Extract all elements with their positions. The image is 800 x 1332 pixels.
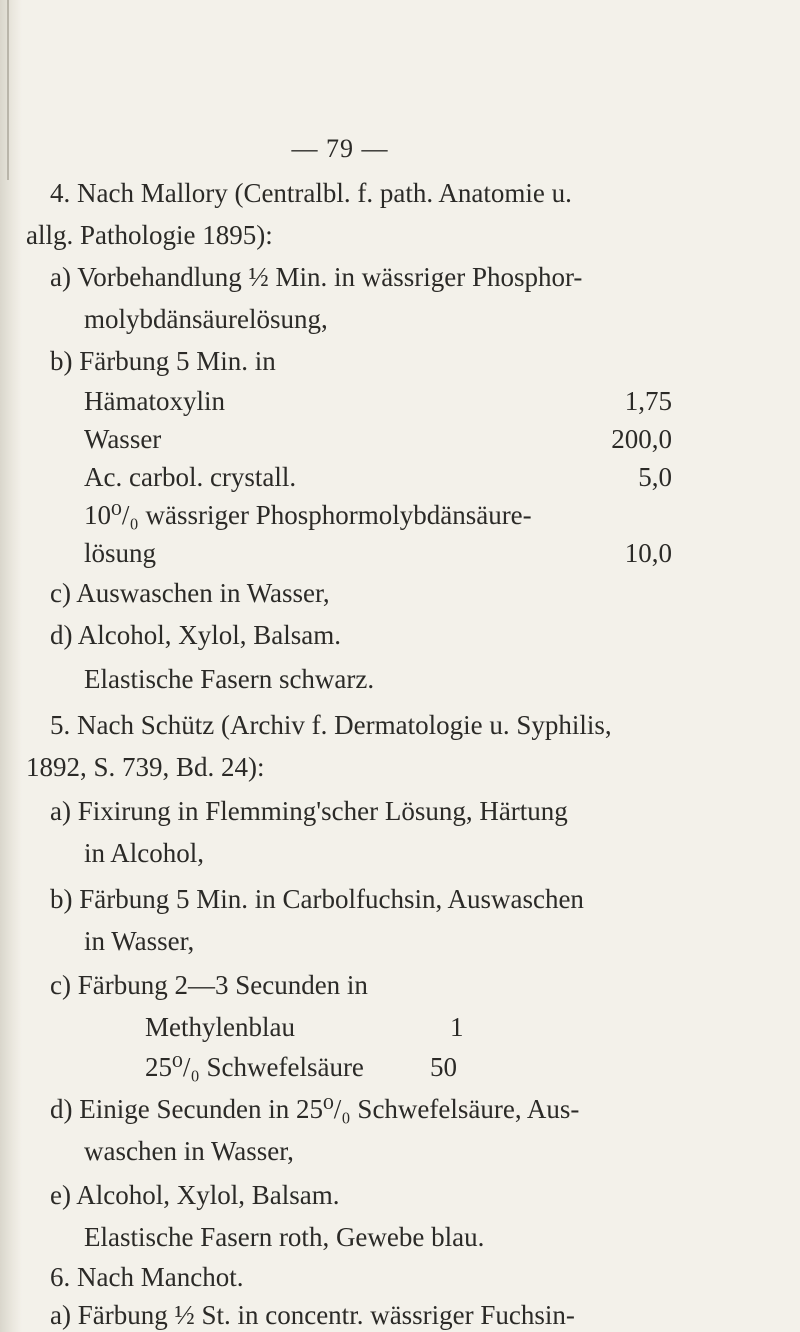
mix-item-amount: 50 (430, 1052, 457, 1082)
s5-b-line1: b) Färbung 5 Min. in Carbolfuchsin, Auswaschen (50, 884, 584, 914)
s4-c: c) Auswaschen in Wasser, (50, 578, 330, 608)
mix-item-name: Methylenblau (145, 1012, 295, 1042)
s5-a-line1: a) Fixirung in Flemming'scher Lösung, Härtung (50, 796, 568, 826)
s4-result: Elastische Fasern schwarz. (84, 664, 375, 694)
s4-line1: 4. Nach Mallory (Centralbl. f. path. Anatomie u. (50, 178, 572, 208)
s5-line2: 1892, S. 739, Bd. 24): (26, 752, 265, 782)
s5-a-line2: in Alcohol, (84, 838, 204, 868)
s5-b-line2: in Wasser, (84, 926, 195, 956)
s4-b-line1: b) Färbung 5 Min. in (50, 346, 276, 376)
s4-line2: allg. Pathologie 1895): (26, 220, 273, 250)
s5-c-line1: c) Färbung 2—3 Secunden in (50, 970, 368, 1000)
s5-d-line1: d) Einige Secunden in 25⁰/₀ Schwefelsäure, Aus- (50, 1094, 580, 1124)
s5-d-line2: waschen in Wasser, (84, 1136, 294, 1166)
s5-line1: 5. Nach Schütz (Archiv f. Dermatologie u. Syphilis, (50, 710, 612, 740)
s6-a-line1: a) Färbung ½ St. in concentr. wässriger Fuchsin- (50, 1300, 575, 1330)
mix-item-name: 25⁰/₀ Schwefelsäure (145, 1052, 364, 1082)
recipe-item-name: Wasser (84, 424, 162, 454)
recipe-item-amount: 5,0 (638, 462, 672, 492)
recipe-item-name: lösung (84, 538, 157, 568)
s6-line1: 6. Nach Manchot. (50, 1262, 244, 1292)
recipe-item-amount: 10,0 (624, 538, 672, 568)
s4-a-line1: a) Vorbehandlung ½ Min. in wässriger Phosphor- (50, 262, 583, 292)
mix-item-amount: 1 (450, 1012, 464, 1042)
s5-e: e) Alcohol, Xylol, Balsam. (50, 1180, 340, 1210)
recipe-item-name: Ac. carbol. crystall. (84, 462, 297, 492)
page-number: — 79 — (291, 134, 389, 163)
recipe-item-amount: 1,75 (624, 386, 672, 416)
s4-d: d) Alcohol, Xylol, Balsam. (50, 620, 341, 650)
s5-result: Elastische Fasern roth, Gewebe blau. (84, 1222, 485, 1252)
recipe-item-amount: 200,0 (611, 424, 672, 454)
recipe-item-name: Hämatoxylin (84, 386, 225, 416)
recipe-item-name: 10⁰/₀ wässriger Phosphormolybdänsäure- (84, 500, 532, 530)
s4-a-line2: molybdänsäurelösung, (84, 304, 328, 334)
